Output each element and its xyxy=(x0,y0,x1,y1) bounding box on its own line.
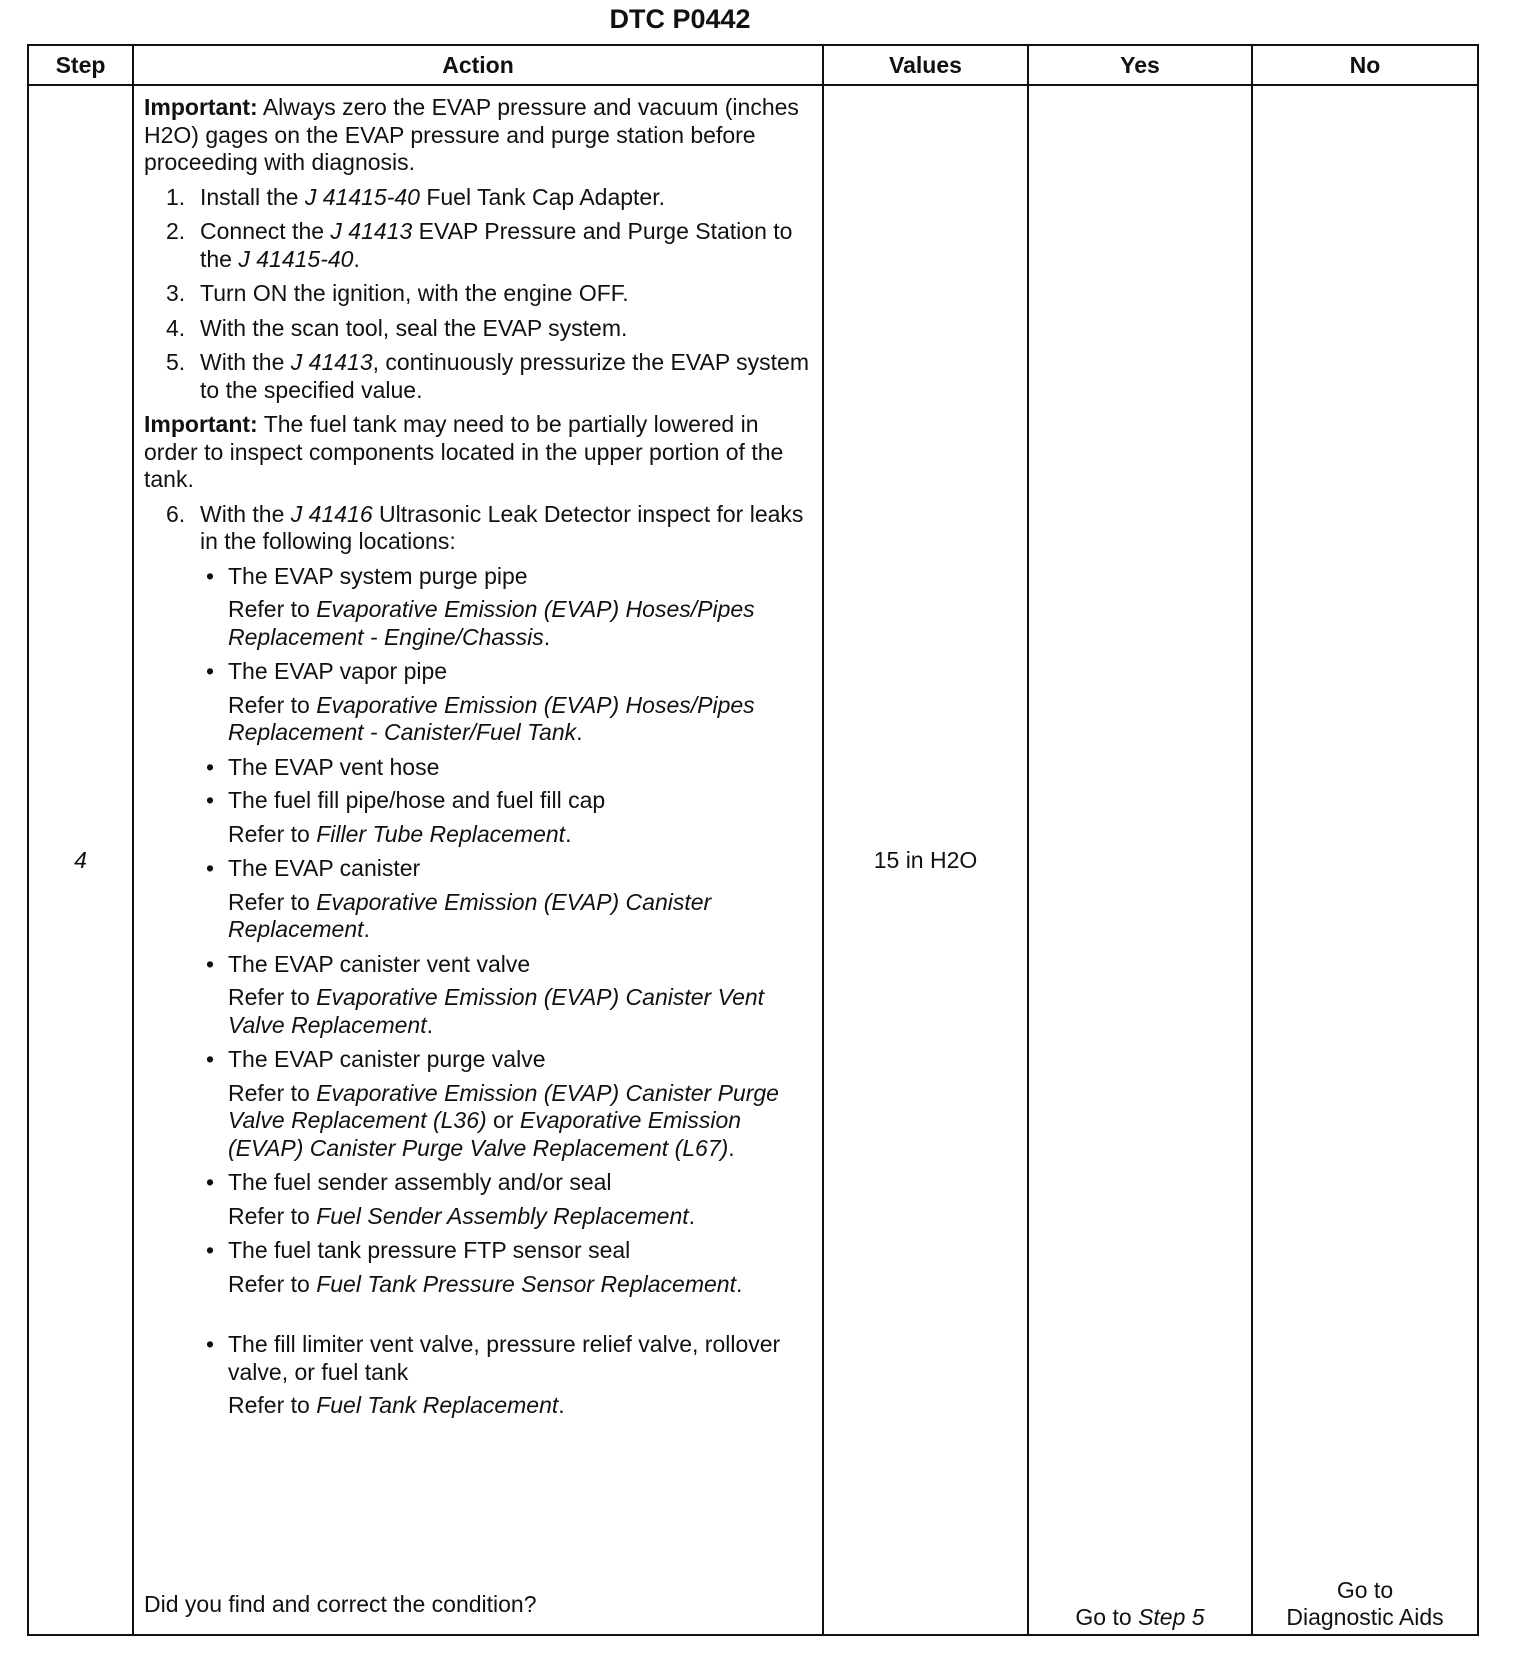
values-cell: 15 in H2O xyxy=(823,85,1028,1635)
page-title: DTC P0442 xyxy=(609,4,751,34)
header-step: Step xyxy=(28,45,133,85)
action-cell xyxy=(133,85,823,1635)
important-note-1: Important: Always zero the EVAP pressure and vacuum (inches H2O) gages on the EVAP pressure and purge station before proceeding with diagnosis. xyxy=(144,94,799,175)
header-action: Action xyxy=(133,45,823,85)
step-number: 4 xyxy=(28,85,133,1635)
reference-link[interactable]: Refer to Evaporative Emission (EVAP) Canister Replacement. xyxy=(228,888,712,942)
step-link: Step 5 xyxy=(1138,1604,1205,1630)
no-cell[interactable]: Go to Diagnostic Aids xyxy=(1252,85,1478,1635)
question-text: Did you find and correct the condition? xyxy=(144,1590,537,1617)
tool-ref: J 41413 xyxy=(290,349,373,375)
bullet-item: • The EVAP vent hose xyxy=(206,753,440,780)
bullet-item: • The EVAP system purge pipe xyxy=(206,562,528,589)
table-row xyxy=(28,85,1478,1635)
bullet-item: • The EVAP canister xyxy=(206,855,421,881)
reference-link[interactable]: Refer to Fuel Tank Pressure Sensor Replacement. xyxy=(228,1270,743,1297)
tool-ref: J 41415-40 xyxy=(238,245,354,272)
list-item: 2. Connect the J 41413 EVAP Pressure and Purge Station to the J 41415-40. xyxy=(166,218,793,272)
bullet-item: • The fill limiter vent valve, pressure relief valve, rollover valve, or fuel tank xyxy=(206,1331,781,1385)
bullet-item: • The fuel fill pipe/hose and fuel fill cap xyxy=(206,787,606,813)
tool-ref: J 41413 xyxy=(330,218,413,244)
reference-link[interactable]: Refer to Filler Tube Replacement. xyxy=(228,820,572,847)
list-item: 5. With the J 41413, continuously pressurize the EVAP system to the specified value. xyxy=(166,349,809,403)
list-item: 6. With the J 41416 Ultrasonic Leak Detector inspect for leaks in the following locations: xyxy=(166,500,804,554)
tool-ref: J 41416 xyxy=(290,500,373,527)
bullet-item: • The fuel sender assembly and/or seal xyxy=(206,1169,612,1195)
bullet-item: • The EVAP canister purge valve xyxy=(206,1046,546,1072)
list-item: 3. Turn ON the ignition, with the engine OFF. xyxy=(166,280,629,306)
bullet-item: • The EVAP vapor pipe xyxy=(206,658,448,684)
diagnostic-table xyxy=(27,44,1479,1636)
header-yes: Yes xyxy=(1028,45,1252,85)
bullet-item: • The fuel tank pressure FTP sensor seal xyxy=(206,1237,631,1263)
yes-cell[interactable]: Go to Step 5 xyxy=(1028,85,1252,1635)
header-no: No xyxy=(1252,45,1478,85)
important-note-2: Important: The fuel tank may need to be partially lowered in order to inspect components located in the upper portion of the tank. xyxy=(144,411,784,492)
list-item: 1. Install the J 41415-40 Fuel Tank Cap Adapter. xyxy=(166,183,666,210)
reference-link[interactable]: Refer to Evaporative Emission (EVAP) Hoses/Pipes Replacement - Engine/Chassis. xyxy=(228,596,755,650)
tool-ref: J 41415-40 xyxy=(304,183,420,210)
header-values: Values xyxy=(823,45,1028,85)
list-item: 4. With the scan tool, seal the EVAP system. xyxy=(166,314,628,341)
reference-link[interactable]: Refer to Fuel Sender Assembly Replacement. xyxy=(228,1202,696,1229)
reference-link[interactable]: Refer to Evaporative Emission (EVAP) Canister Purge Valve Replacement (L36) or Evaporative Emission (EVAP) Canister Purge Valve Replacement (L67). xyxy=(228,1079,779,1161)
reference-link[interactable]: Refer to Evaporative Emission (EVAP) Canister Vent Valve Replacement. xyxy=(228,984,765,1038)
header-row xyxy=(28,45,1478,85)
reference-link[interactable]: Refer to Evaporative Emission (EVAP) Hoses/Pipes Replacement - Canister/Fuel Tank. xyxy=(228,691,755,745)
reference-link[interactable]: Refer to Fuel Tank Replacement. xyxy=(228,1392,565,1418)
bullet-item: • The EVAP canister vent valve xyxy=(206,950,531,977)
